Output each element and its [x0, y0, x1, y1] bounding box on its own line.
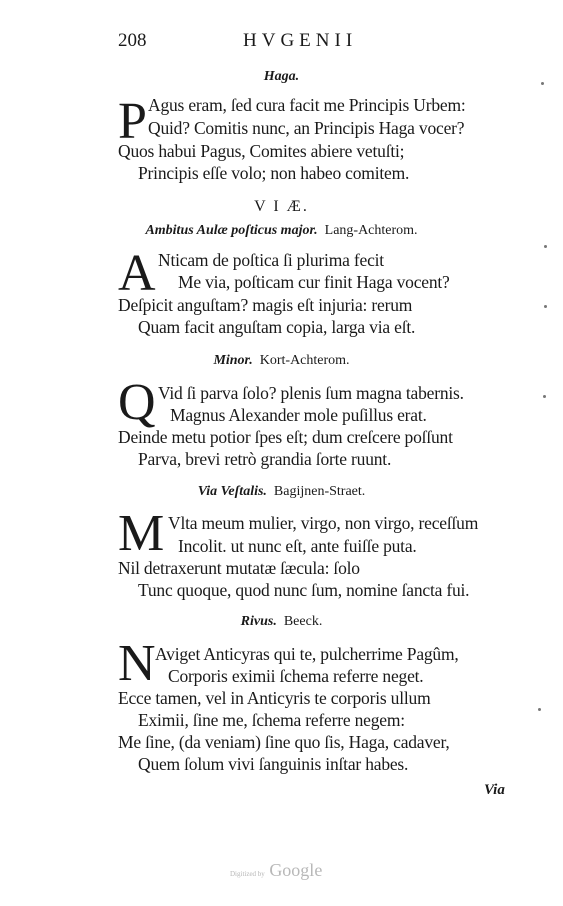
verse-line: Quam facit anguſtam copia, larga via eſt.: [138, 317, 416, 337]
subtitle-latin: Rivus.: [240, 614, 277, 629]
drop-cap: Q: [118, 374, 156, 431]
verse-line: Incolit. ut nunc eſt, ante fuiſſe puta.: [178, 536, 417, 556]
subtitle-dutch: Lang-Achterom.: [324, 223, 418, 238]
section-subtitle: [0, 223, 563, 239]
verse-line: Vlta meum mulier, virgo, non virgo, receſſum: [168, 513, 479, 533]
subtitle-dutch: Kort-Achterom.: [259, 353, 350, 368]
catchword: Via: [484, 782, 505, 798]
verse-line: Corporis eximii ſchema referre neget.: [168, 666, 424, 686]
verse-line: Deinde metu potior ſpes eſt; dum creſcere poſſunt: [118, 427, 453, 447]
google-logo: Google: [269, 860, 323, 880]
verse-line: Quem ſolum vivi ſanguinis inſtar habes.: [138, 754, 409, 774]
section-heading: V I Æ.: [254, 198, 309, 215]
verse-line: Eximii, ſine me, ſchema referre negem:: [138, 710, 405, 730]
verse-line: Nticam de poſtica ſi plurima fecit: [158, 250, 384, 270]
section-subtitle: [0, 614, 563, 630]
subtitle-latin: Ambitus Aulæ poſticus major.: [145, 223, 318, 238]
subtitle-dutch: Bagijnen-Straet.: [273, 484, 366, 499]
bleed-mark: [544, 245, 547, 248]
verse-line: Parva, brevi retrò grandia ſorte ruunt.: [138, 449, 392, 469]
verse-line: Principis eſſe volo; non habeo comitem.: [138, 163, 410, 183]
bleed-mark: [544, 305, 547, 308]
drop-cap: M: [118, 505, 165, 562]
bleed-mark: [543, 395, 546, 398]
verse-line: Ecce tamen, vel in Anticyris te corporis ullum: [118, 688, 431, 708]
subtitle-latin: Via Veſtalis.: [197, 484, 267, 499]
verse-line: Me via, poſticam cur finit Haga vocent?: [178, 272, 450, 292]
bleed-mark: [538, 708, 541, 711]
verse-line: Aviget Anticyras qui te, pulcherrime Pagûm,: [155, 644, 459, 664]
section-subtitle: [0, 484, 563, 500]
section-subtitle: [0, 353, 563, 369]
verse-line: Magnus Alexander mole puſillus erat.: [170, 405, 427, 425]
verse-line: Me ſine, (da veniam) ſine quo ſis, Haga, cadaver,: [118, 732, 450, 752]
digitization-watermark: [230, 860, 322, 881]
section-heading: Haga.: [263, 69, 300, 84]
drop-cap: P: [118, 93, 147, 150]
page-number: 208: [118, 30, 147, 51]
verse-line: Tunc quoque, quod nunc ſum, nomine ſancta fui.: [138, 580, 470, 600]
watermark-prefix: Digitized by: [230, 870, 265, 878]
verse-line: Nil detraxerunt mutatæ ſæcula: ſolo: [118, 558, 360, 578]
verse-line: Quid? Comitis nunc, an Principis Haga vocer?: [148, 118, 465, 138]
running-title: HVGENII: [243, 30, 358, 51]
verse-line: Quos habui Pagus, Comites abiere vetuſti;: [118, 141, 405, 161]
verse-line: Deſpicit anguſtam? magis eſt injuria: rerum: [118, 295, 413, 315]
subtitle-dutch: Beeck.: [283, 614, 323, 629]
verse-line: Vid ſi parva ſolo? plenis ſum magna tabernis.: [158, 383, 464, 403]
drop-cap: A: [118, 245, 156, 302]
subtitle-latin: Minor.: [213, 353, 253, 368]
verse-line: Agus eram, ſed cura facit me Principis Urbem:: [148, 95, 466, 115]
drop-cap: N: [118, 635, 156, 692]
